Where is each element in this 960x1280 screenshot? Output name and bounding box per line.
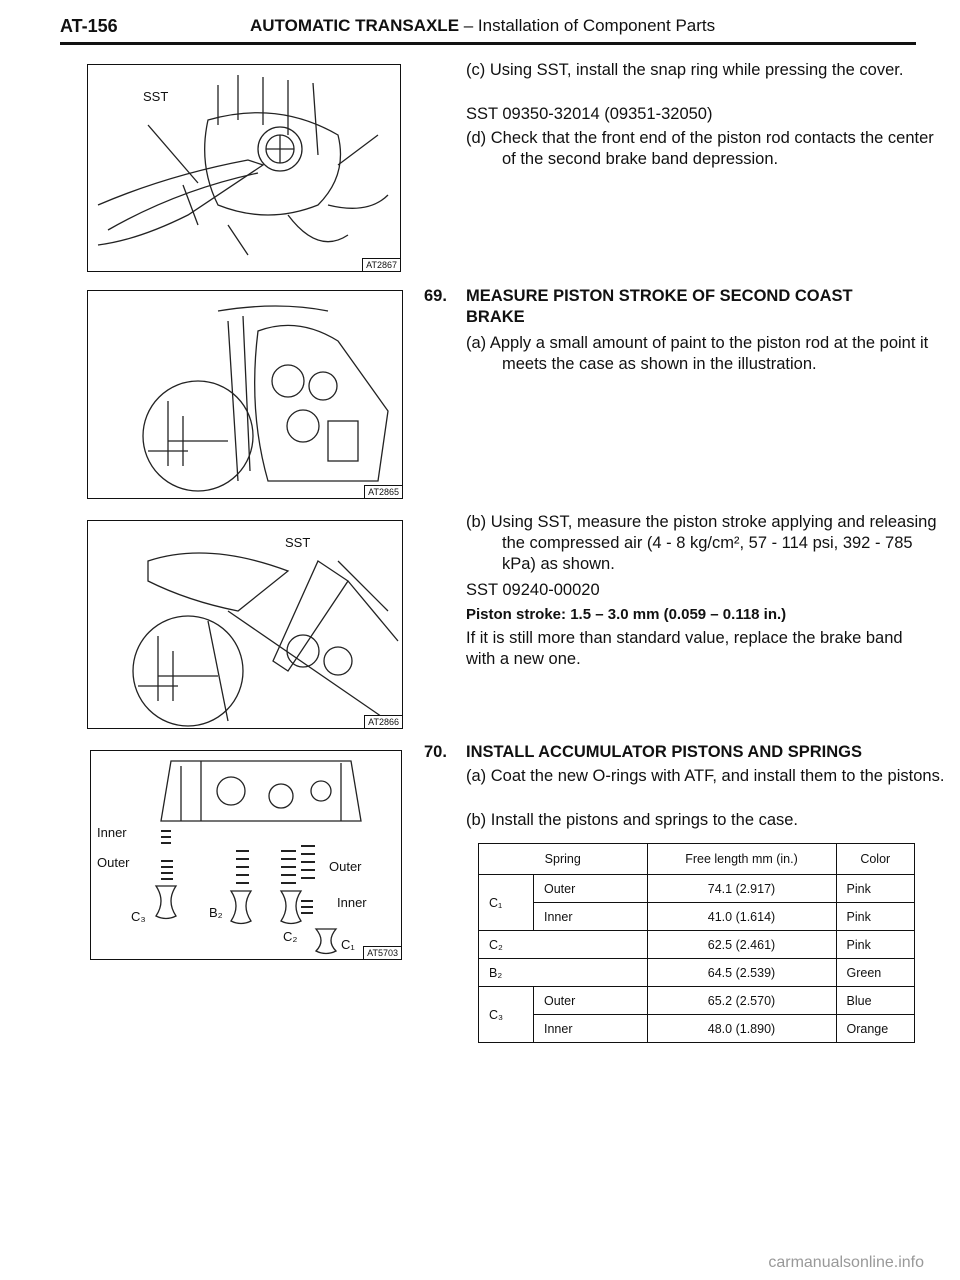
cell-type: Inner	[534, 1015, 648, 1043]
label-inner-right: Inner	[337, 895, 367, 910]
table-row	[479, 875, 915, 903]
table-row	[479, 931, 915, 959]
label-outer-left: Outer	[97, 855, 130, 870]
step69-sst: SST 09240-00020	[466, 581, 600, 599]
figure-label-sst: SST	[285, 535, 311, 550]
cell-length: 62.5 (2.461)	[647, 931, 836, 959]
cell-color: Pink	[836, 931, 915, 959]
step69-heading	[424, 286, 896, 328]
step68-c: (c) Using SST, install the snap ring while pressing the cover.	[466, 61, 904, 79]
step68-d: (d) Check that the front end of the piston rod contacts the center of the second brake band depression.	[466, 129, 934, 168]
cell-length: 64.5 (2.539)	[647, 959, 836, 987]
label-outer-right: Outer	[329, 859, 362, 874]
page-title	[250, 16, 715, 36]
footer-watermark: carmanualsonline.info	[768, 1254, 924, 1271]
table-row	[479, 987, 915, 1015]
spec-value: 1.5 – 3.0 mm (0.059 – 0.118 in.)	[570, 606, 787, 623]
step70-a: (a) Coat the new O-rings with ATF, and install them to the pistons.	[466, 767, 945, 785]
cell-spring: C₁	[479, 875, 534, 931]
figure-accumulator-springs-illustration	[91, 751, 401, 959]
figure-label-sst: SST	[143, 89, 169, 104]
figure-accumulator-springs	[90, 750, 402, 960]
figure-paint-rod	[87, 290, 403, 499]
cell-length: 48.0 (1.890)	[647, 1015, 836, 1043]
title-bold: AUTOMATIC TRANSAXLE	[250, 16, 460, 35]
spring-table	[478, 843, 915, 1043]
page-number: AT-156	[60, 16, 118, 36]
figure-code: AT2867	[362, 258, 400, 271]
step69-spec	[466, 604, 911, 625]
step69-note: If it is still more than standard value, replace the brake band with a new one.	[466, 629, 903, 668]
header-free-length: Free length mm (in.)	[647, 844, 836, 875]
figure-paint-rod-illustration	[88, 291, 402, 498]
page-header	[60, 14, 916, 45]
figure-snap-ring	[87, 64, 401, 272]
figure-measure-stroke	[87, 520, 403, 729]
step69-title: MEASURE PISTON STROKE OF SECOND COAST BRAKE	[466, 287, 853, 326]
title-rest: – Installation of Component Parts	[459, 16, 716, 35]
cell-type: Outer	[534, 875, 648, 903]
step70-b: (b) Install the pistons and springs to the case.	[466, 811, 799, 829]
figure-snap-ring-illustration	[88, 65, 400, 271]
cell-spring: C₂	[479, 931, 648, 959]
spec-label: Piston stroke:	[466, 606, 567, 623]
table-header-row	[479, 844, 915, 875]
label-inner-left: Inner	[97, 825, 127, 840]
cell-length: 74.1 (2.917)	[647, 875, 836, 903]
header-color: Color	[836, 844, 915, 875]
cell-color: Pink	[836, 875, 915, 903]
table-row	[479, 1015, 915, 1043]
cell-length: 41.0 (1.614)	[647, 903, 836, 931]
label-c1: C₁	[341, 937, 355, 952]
cell-type: Inner	[534, 903, 648, 931]
cell-color: Orange	[836, 1015, 915, 1043]
step70-title: INSTALL ACCUMULATOR PISTONS AND SPRINGS	[466, 743, 863, 761]
label-c3: C₃	[131, 909, 146, 924]
step70-number: 70.	[424, 743, 447, 761]
step70-heading	[424, 742, 906, 763]
header-spring: Spring	[479, 844, 648, 875]
step69-b: (b) Using SST, measure the piston stroke applying and releasing the compressed air (4 - 8 kg/cm², 57 - 114 psi, 392 - 785 kPa) as shown.	[466, 513, 937, 573]
cell-type: Outer	[534, 987, 648, 1015]
table-row	[479, 903, 915, 931]
cell-spring: C₃	[479, 987, 534, 1043]
cell-color: Green	[836, 959, 915, 987]
step69-a: (a) Apply a small amount of paint to the piston rod at the point it meets the case as shown in the illustration.	[466, 334, 929, 373]
figure-code: AT2866	[364, 715, 402, 728]
figure-code: AT5703	[363, 946, 401, 959]
cell-spring: B₂	[479, 959, 648, 987]
step69-number: 69.	[424, 287, 447, 305]
table-row	[479, 959, 915, 987]
cell-length: 65.2 (2.570)	[647, 987, 836, 1015]
label-b2: B₂	[209, 905, 223, 920]
cell-color: Pink	[836, 903, 915, 931]
cell-color: Blue	[836, 987, 915, 1015]
figure-measure-stroke-illustration	[88, 521, 402, 728]
figure-code: AT2865	[364, 485, 402, 498]
label-c2: C₂	[283, 929, 298, 944]
step68-sst: SST 09350-32014 (09351-32050)	[466, 105, 713, 123]
